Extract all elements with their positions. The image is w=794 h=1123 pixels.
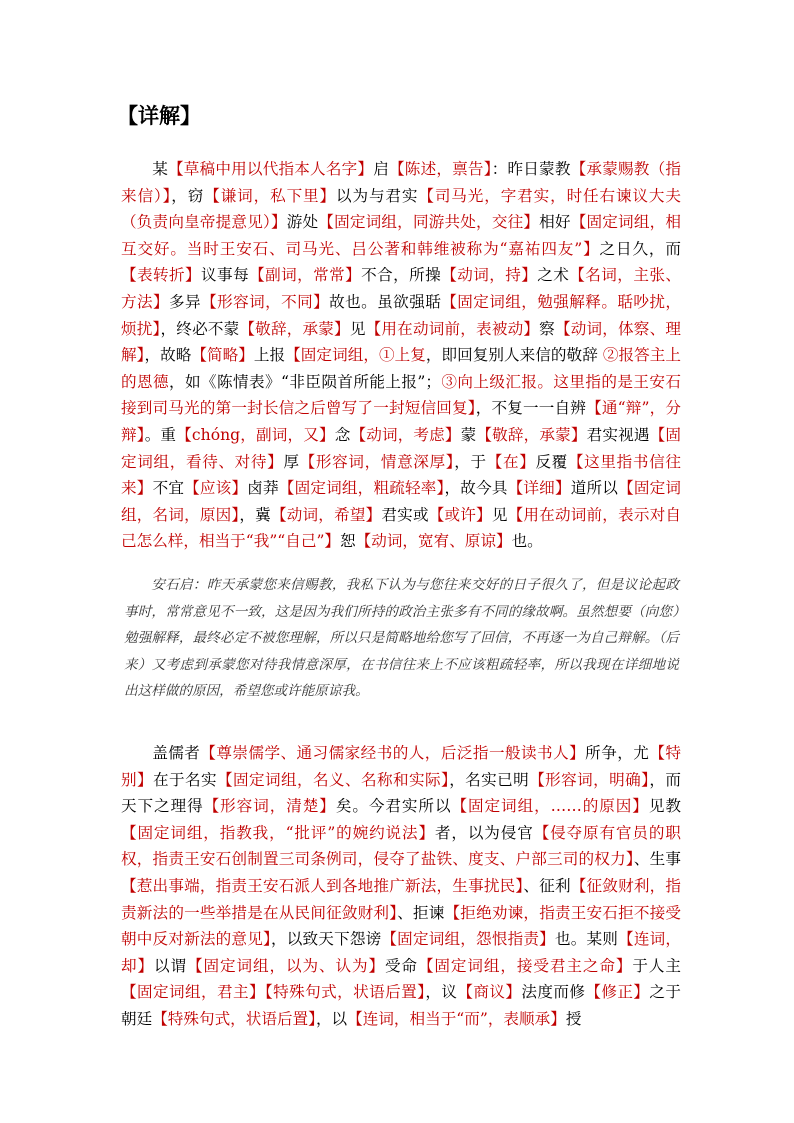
body-text: ：昨日蒙教 [491,160,571,178]
annotation-text: 【敬辞，承蒙】 [239,319,350,338]
annotation-text: 】 [418,823,435,842]
annotation-text: 【连词，却】 [121,930,681,975]
body-text: ，故今具 [444,479,508,498]
highlight-text: ②报答主上的恩德 [121,346,681,391]
body-text: 不宜 [152,479,185,498]
annotation-text: 【副词，常常】 [249,266,362,285]
highlight-text: 批评 [293,823,328,842]
body-text: ，以致天下怨谤 [270,930,382,949]
annotation-text: 【详细】 [507,479,571,498]
body-text: 授 [565,1009,582,1028]
annotation-text: 【拒绝劝谏，指责王安石拒不接受朝中反对新法的意见】 [121,903,681,949]
body-text: 之日久，而 [599,239,681,258]
annotation-text: 【惹出事端，指责王安石派人到各地推广新法，生事扰民】 [121,876,524,895]
annotation-text: 【承蒙赐教（指来信）】 [121,160,681,205]
body-text: 某 [152,160,168,178]
annotation-text: 【固定词组，相互交好。当时王安石、司马光、吕公著和韩维被称为“ [121,213,681,258]
body-text: 之术 [537,266,570,285]
annotation-text: 【固定词组，名义、名称和实际】 [217,770,450,789]
annotation-text: 【动词，体察、理解】 [121,319,681,365]
annotation-text: 【敬辞，承蒙】 [476,425,587,444]
annotation-text: 【在】 [486,452,536,471]
body-text: 念 [334,425,351,444]
body-text: 之于朝廷 [121,983,681,1028]
body-text: 、生事 [633,850,681,869]
body-text: ，名实已明 [449,770,530,789]
annotation-text: 【用在动词前，表示对自己怎么样，相当于“我”“自己”】 [121,505,681,551]
body-text: 卤莽 [247,479,279,498]
annotation-text: 【动词，希望】 [270,505,382,524]
annotation-text: 【固定词组，君主】 [121,983,265,1002]
body-text: 多异 [169,292,202,311]
highlight-text: ①上复 [378,346,426,365]
body-text: 盖儒者 [152,744,201,762]
annotation-text: 【简略】 [191,346,254,365]
highlight-text: ③向上级汇报。这里指的 [440,372,618,391]
annotation-text: 【固定词组，怨恨指责】 [381,930,555,949]
annotation-text: 【这里指书信往来】 [121,452,681,498]
annotation-text: 【应该】 [184,479,248,498]
annotation-text: 【连词，相当于“而”，表顺承】 [347,1009,566,1028]
body-text: ，故略 [144,346,192,365]
body-text: 启 [373,160,389,178]
body-text: 察 [539,319,555,338]
annotation-text: 【固定词组，接受君主之命】 [417,956,633,975]
annotation-text: 【固定词组， [285,346,379,365]
annotation-text: 【名词，主张、方法】 [121,266,681,311]
body-text: 见 [491,505,508,524]
annotation-text: 【侵夺原有官员的职权，指责王安石创制置三司条例司，侵夺了盐铁、度支、户部三司的权力】 [121,823,681,869]
body-text: 游处 [286,213,319,232]
body-text: ，冀 [239,505,271,524]
annotation-text: 【动词，考虑】 [350,425,461,444]
body-text: 相好 [539,213,571,232]
body-text: ，即回复别人来信的敬辞 [425,346,603,365]
annotation-text: 【固定词组，同游共处，交往】 [318,213,540,232]
annotation-text: 【或许】 [428,505,492,524]
body-text: ，以 [315,1009,348,1028]
body-text: 于人主 [632,956,681,975]
annotation-text: 【修正】 [585,983,650,1002]
annotation-text: 【通“辩”，分辩】 [121,399,681,444]
annotation-text: 【特殊句式，状语后置】 [152,1009,316,1028]
body-text: ，终必不蒙 [160,319,240,338]
body-text: 所争，尤 [585,744,650,762]
annotated-paragraph-2 [121,740,681,1033]
annotation-text: 【固定词组，勉强解释。聒吵扰，烦扰】 [121,292,681,338]
body-text: 在于名实 [153,770,217,789]
annotation-text: 【固定词组，……的原因】 [451,797,649,816]
annotation-text: 【表转折】 [121,266,202,285]
annotation-text: 【固定词组，以为、认为】 [187,956,385,975]
body-text: 者，以为侵官 [434,823,534,842]
translation-paragraph: 安石启：昨天承蒙您来信赐教，我私下认为与您往来交好的日子很久了，但是议论起政事时，常常意见不一致，这是因为我们所持的政治主张多有不同的缘故啊。虽然想要（向您）勉强解释，最终必定不被您理解，所以只是简略地给您写了回信，不再逐一为自己辩解。（后来）又考虑到承蒙您对待我情意深厚，在书信往来上不应该粗疏轻率，所以我现在详细地说出这样做的原因，希望您或许能原谅我。 [124,577,679,700]
body-text: 、拒谏 [397,903,445,922]
annotation-text: 【形容词，明确】 [529,770,650,789]
body-text: 蒙 [460,425,477,444]
annotation-text: 【特殊句式，状语后置】 [264,983,426,1002]
body-text: 君实或 [381,505,429,524]
body-text: 故也。虽欲强聒 [329,292,442,311]
annotation-text: 【谦词，私下里】 [204,186,336,205]
highlight-text: 嘉祐四友 [507,239,575,258]
annotation-text: 【chóng，副词，又】 [176,425,335,444]
body-text: 也。 [511,532,543,551]
body-text: 议事每 [201,266,250,285]
annotation-text: 【动词，宽宥、原谅】 [355,532,512,551]
body-text: 也。某则 [554,930,619,949]
body-text: ，于 [454,452,487,471]
body-text: 道所以 [570,479,619,498]
annotation-text: 【形容词，不同】 [201,292,330,311]
highlight-text: ”的婉约说法 [327,823,419,842]
body-text: ，不复一一自辨 [475,399,587,418]
body-text: 恕 [340,532,356,551]
body-text: 。重 [144,425,177,444]
body-text: 上报 [253,346,286,365]
annotated-paragraph-1 [121,156,681,555]
annotation-text: ”】 [574,239,600,258]
body-text: 见 [349,319,366,338]
annotation-text: 【陈述，禀告】 [389,160,492,178]
annotation-text: 是王安石接到司马光的第一封长信之后曾写了一封短信回复】 [121,372,681,418]
body-text: 反覆 [535,452,568,471]
section-heading: 【详解】 [117,104,201,128]
body-text: ，议 [425,983,458,1002]
annotation-text: 【商议】 [457,983,522,1002]
body-text: 见教 [648,797,681,816]
annotation-text: 【形容词，情意深厚】 [299,452,455,471]
body-text: 君实视遇 [586,425,650,444]
annotation-text: 【固定词组，粗疏轻率】 [278,479,445,498]
body-text: ，如《陈情表》“非臣陨首所能上报”； [169,372,441,391]
annotation-text: 【动词，持】 [441,266,538,285]
annotation-text: 【固定词组，指教我，“ [121,823,294,842]
body-text: 、征利 [523,876,571,895]
annotation-text: 【特别】 [121,744,681,789]
body-text: 以谓 [154,956,187,975]
annotation-text: 【司马光，字君实，时任右谏议大夫（负责向皇帝提意见）】 [121,186,681,232]
body-text: ，窃 [171,186,205,205]
annotation-text: 【征敛财利，指责新法的一些举措是在从民间征敛财利】 [121,876,681,922]
body-text: 法度而修 [521,983,586,1002]
annotation-text: 【固定词组，名词，原因】 [121,479,681,524]
body-text: 受命 [384,956,418,975]
body-text: ，而天下之理得 [121,770,681,816]
annotation-text: 【固定词组，看待、对待】 [121,425,681,471]
annotation-text: 【草稿中用以代指本人名字】 [167,160,374,178]
body-text: 厚 [283,452,300,471]
body-text: 不合，所操 [361,266,442,285]
annotation-text: 【尊崇儒学、通习儒家经书的人，后泛指一般读书人】 [200,744,586,762]
body-text: 矣。今君实所以 [335,797,452,816]
annotation-text: 【用在动词前，表被动】 [365,319,540,338]
annotation-text: 【形容词，清楚】 [203,797,336,816]
body-text: 以为与君实 [336,186,419,205]
